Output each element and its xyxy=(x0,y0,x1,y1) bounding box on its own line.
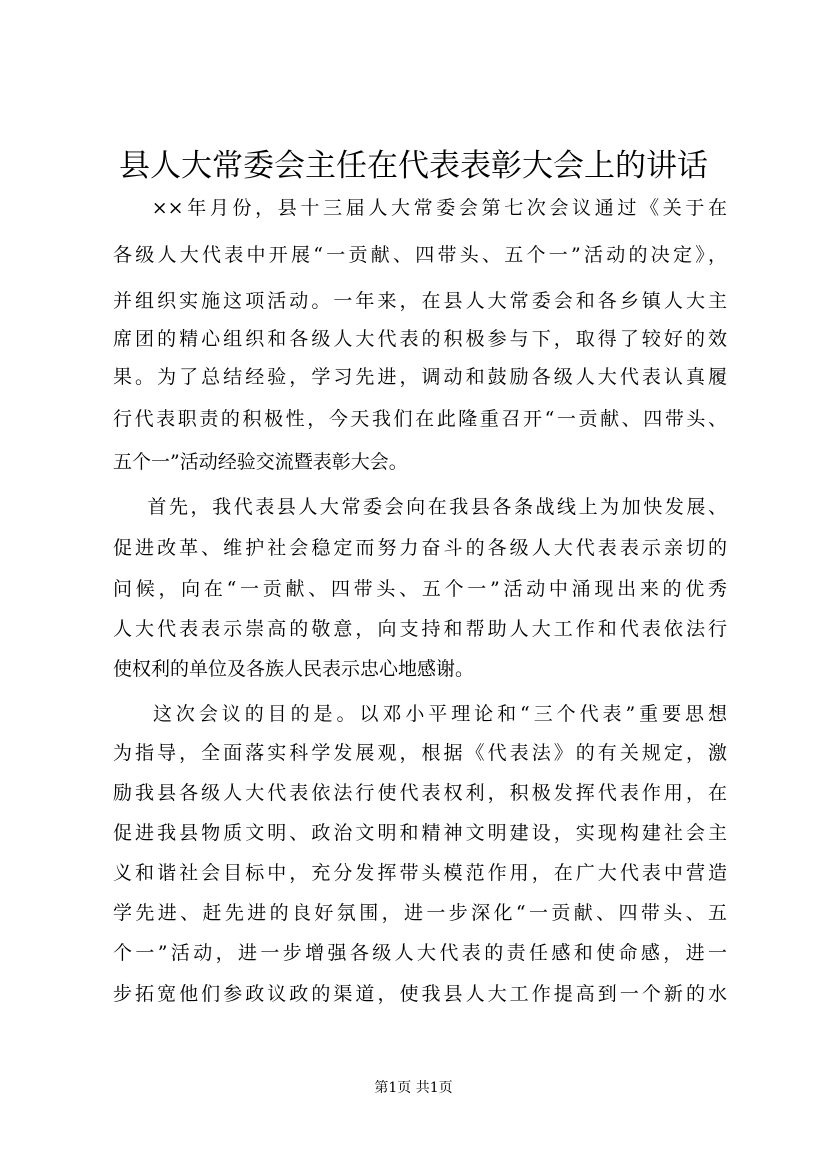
body-line-13: 这次会议的目的是。以邓小平理论和“三个代表”重要思想 xyxy=(113,703,727,725)
body-line-12: 使权利的单位及各族人民表示忠心地感谢。 xyxy=(113,658,475,680)
body-line-17: 义和谐社会目标中，充分发挥带头模范作用，在广大代表中营造 xyxy=(113,862,727,884)
body-line-4: 席团的精心组织和各级人大代表的积极参与下，取得了较好的效 xyxy=(113,328,727,350)
document-title: 县人大常委会主任在代表表彰大会上的讲话 xyxy=(119,148,708,184)
body-line-1: ××年月份，县十三届人大常委会第七次会议通过《关于在 xyxy=(113,197,727,219)
body-line-20: 步拓宽他们参政议政的渠道，使我县人大工作提高到一个新的水 xyxy=(113,983,727,1005)
body-line-3: 并组织实施这项活动。一年来，在县人大常委会和各乡镇人大主 xyxy=(113,290,727,312)
body-line-18: 学先进、赶先进的良好氛围，进一步深化“一贡献、四带头、五 xyxy=(113,902,727,924)
body-line-16: 促进我县物质文明、政治文明和精神文明建设，实现构建社会主 xyxy=(113,822,727,844)
body-line-19: 个一”活动，进一步增强各级人大代表的责任感和使命感，进一 xyxy=(113,942,727,964)
body-line-11: 人大代表表示崇高的敬意，向支持和帮助人大工作和代表依法行 xyxy=(113,618,727,640)
body-line-2: 各级人大代表中开展“一贡献、四带头、五个一”活动的决定》， xyxy=(113,244,727,266)
body-line-10: 问候，向在“一贡献、四带头、五个一”活动中涌现出来的优秀 xyxy=(113,578,727,600)
body-line-8: 首先，我代表县人大常委会向在我县各条战线上为加快发展、 xyxy=(113,496,727,518)
body-line-5: 果。为了总结经验，学习先进，调动和鼓励各级人大代表认真履 xyxy=(113,366,727,388)
body-line-15: 励我县各级人大代表依法行使代表权利，积极发挥代表作用，在 xyxy=(113,782,727,804)
page-footer: 第1页 共1页 xyxy=(374,1080,453,1096)
body-line-14: 为指导，全面落实科学发展观，根据《代表法》的有关规定，激 xyxy=(113,742,727,764)
body-line-9: 促进改革、维护社会稳定而努力奋斗的各级人大代表表示亲切的 xyxy=(113,537,727,559)
body-line-7: 五个一”活动经验交流暨表彰大会。 xyxy=(113,451,408,473)
body-line-6: 行代表职责的积极性，今天我们在此隆重召开“一贡献、四带头、 xyxy=(113,408,727,430)
